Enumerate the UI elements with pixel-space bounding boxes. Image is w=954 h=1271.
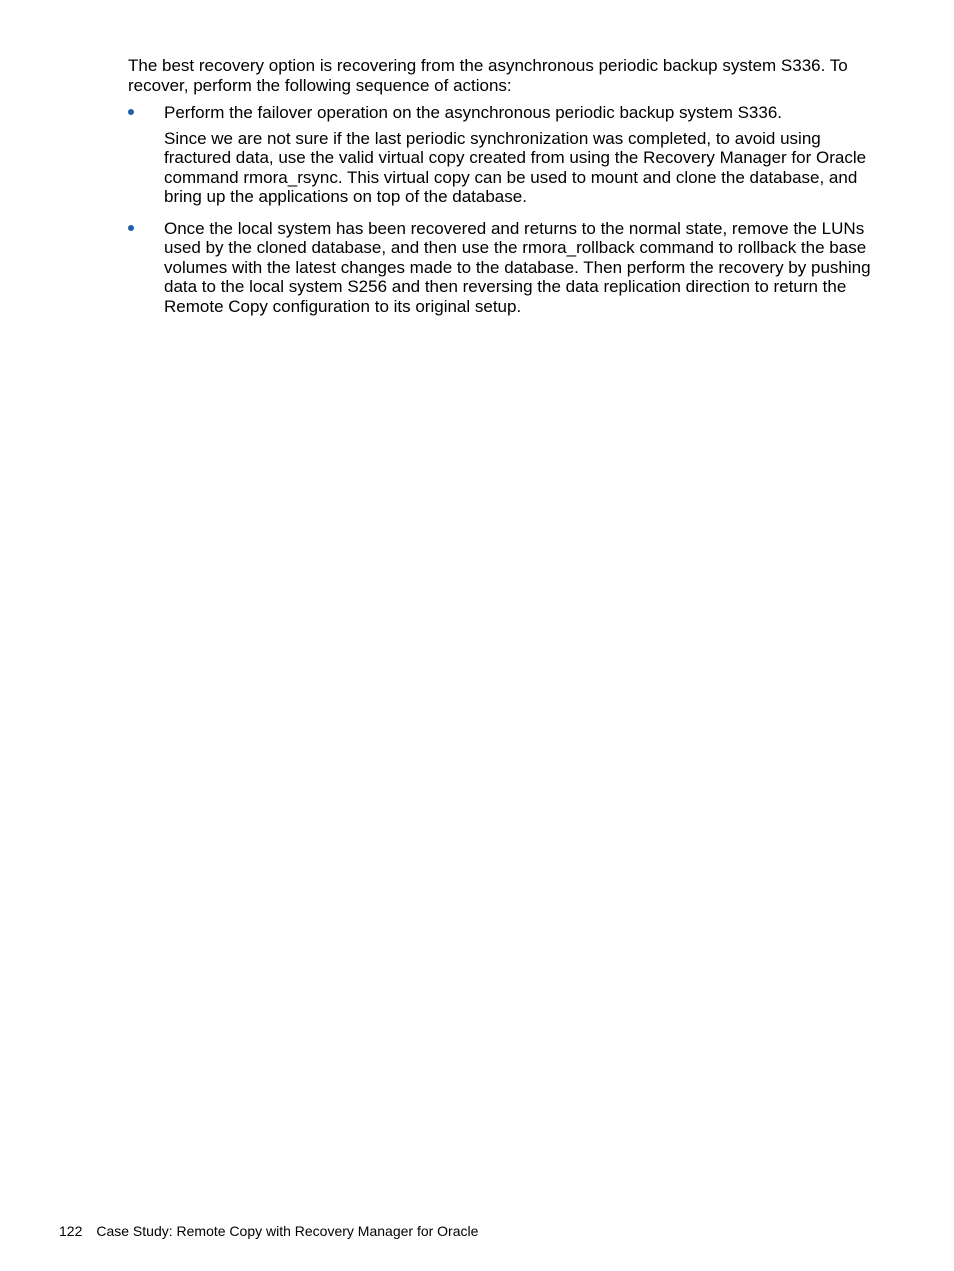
list-item-text: Once the local system has been recovered and returns to the normal state, remove the LUNs used by the cloned database, and then use the rmora_rollback command to rollback the base volumes with the latest changes made to the database. Then perform the recovery by pushing data to the local system S256 and then reversing the data replication direction to return the Remote Copy configuration to its original setup. (164, 218, 871, 316)
intro-paragraph: The best recovery option is recovering from the asynchronous periodic backup system S336. To recover, perform the following sequence of actions: (128, 56, 848, 95)
footer-section-title: Case Study: Remote Copy with Recovery Manager for Oracle (96, 1223, 479, 1239)
list-item (128, 219, 873, 317)
page-body (128, 56, 873, 328)
list-item-text: Since we are not sure if the last periodic synchronization was completed, to avoid using fractured data, use the valid virtual copy created from using the Recovery Manager for Oracle command rmora_rsync. This virtual copy can be used to mount and clone the database, and bring up the applications on top of the database. (164, 128, 867, 206)
page-footer (59, 1222, 478, 1240)
bullet-icon (128, 225, 134, 231)
list-item (128, 103, 873, 207)
recovery-actions-list (128, 103, 873, 316)
page-number: 122 (59, 1223, 83, 1239)
list-item-text: Perform the failover operation on the asynchronous periodic backup system S336. (164, 103, 783, 122)
bullet-icon (128, 109, 134, 115)
